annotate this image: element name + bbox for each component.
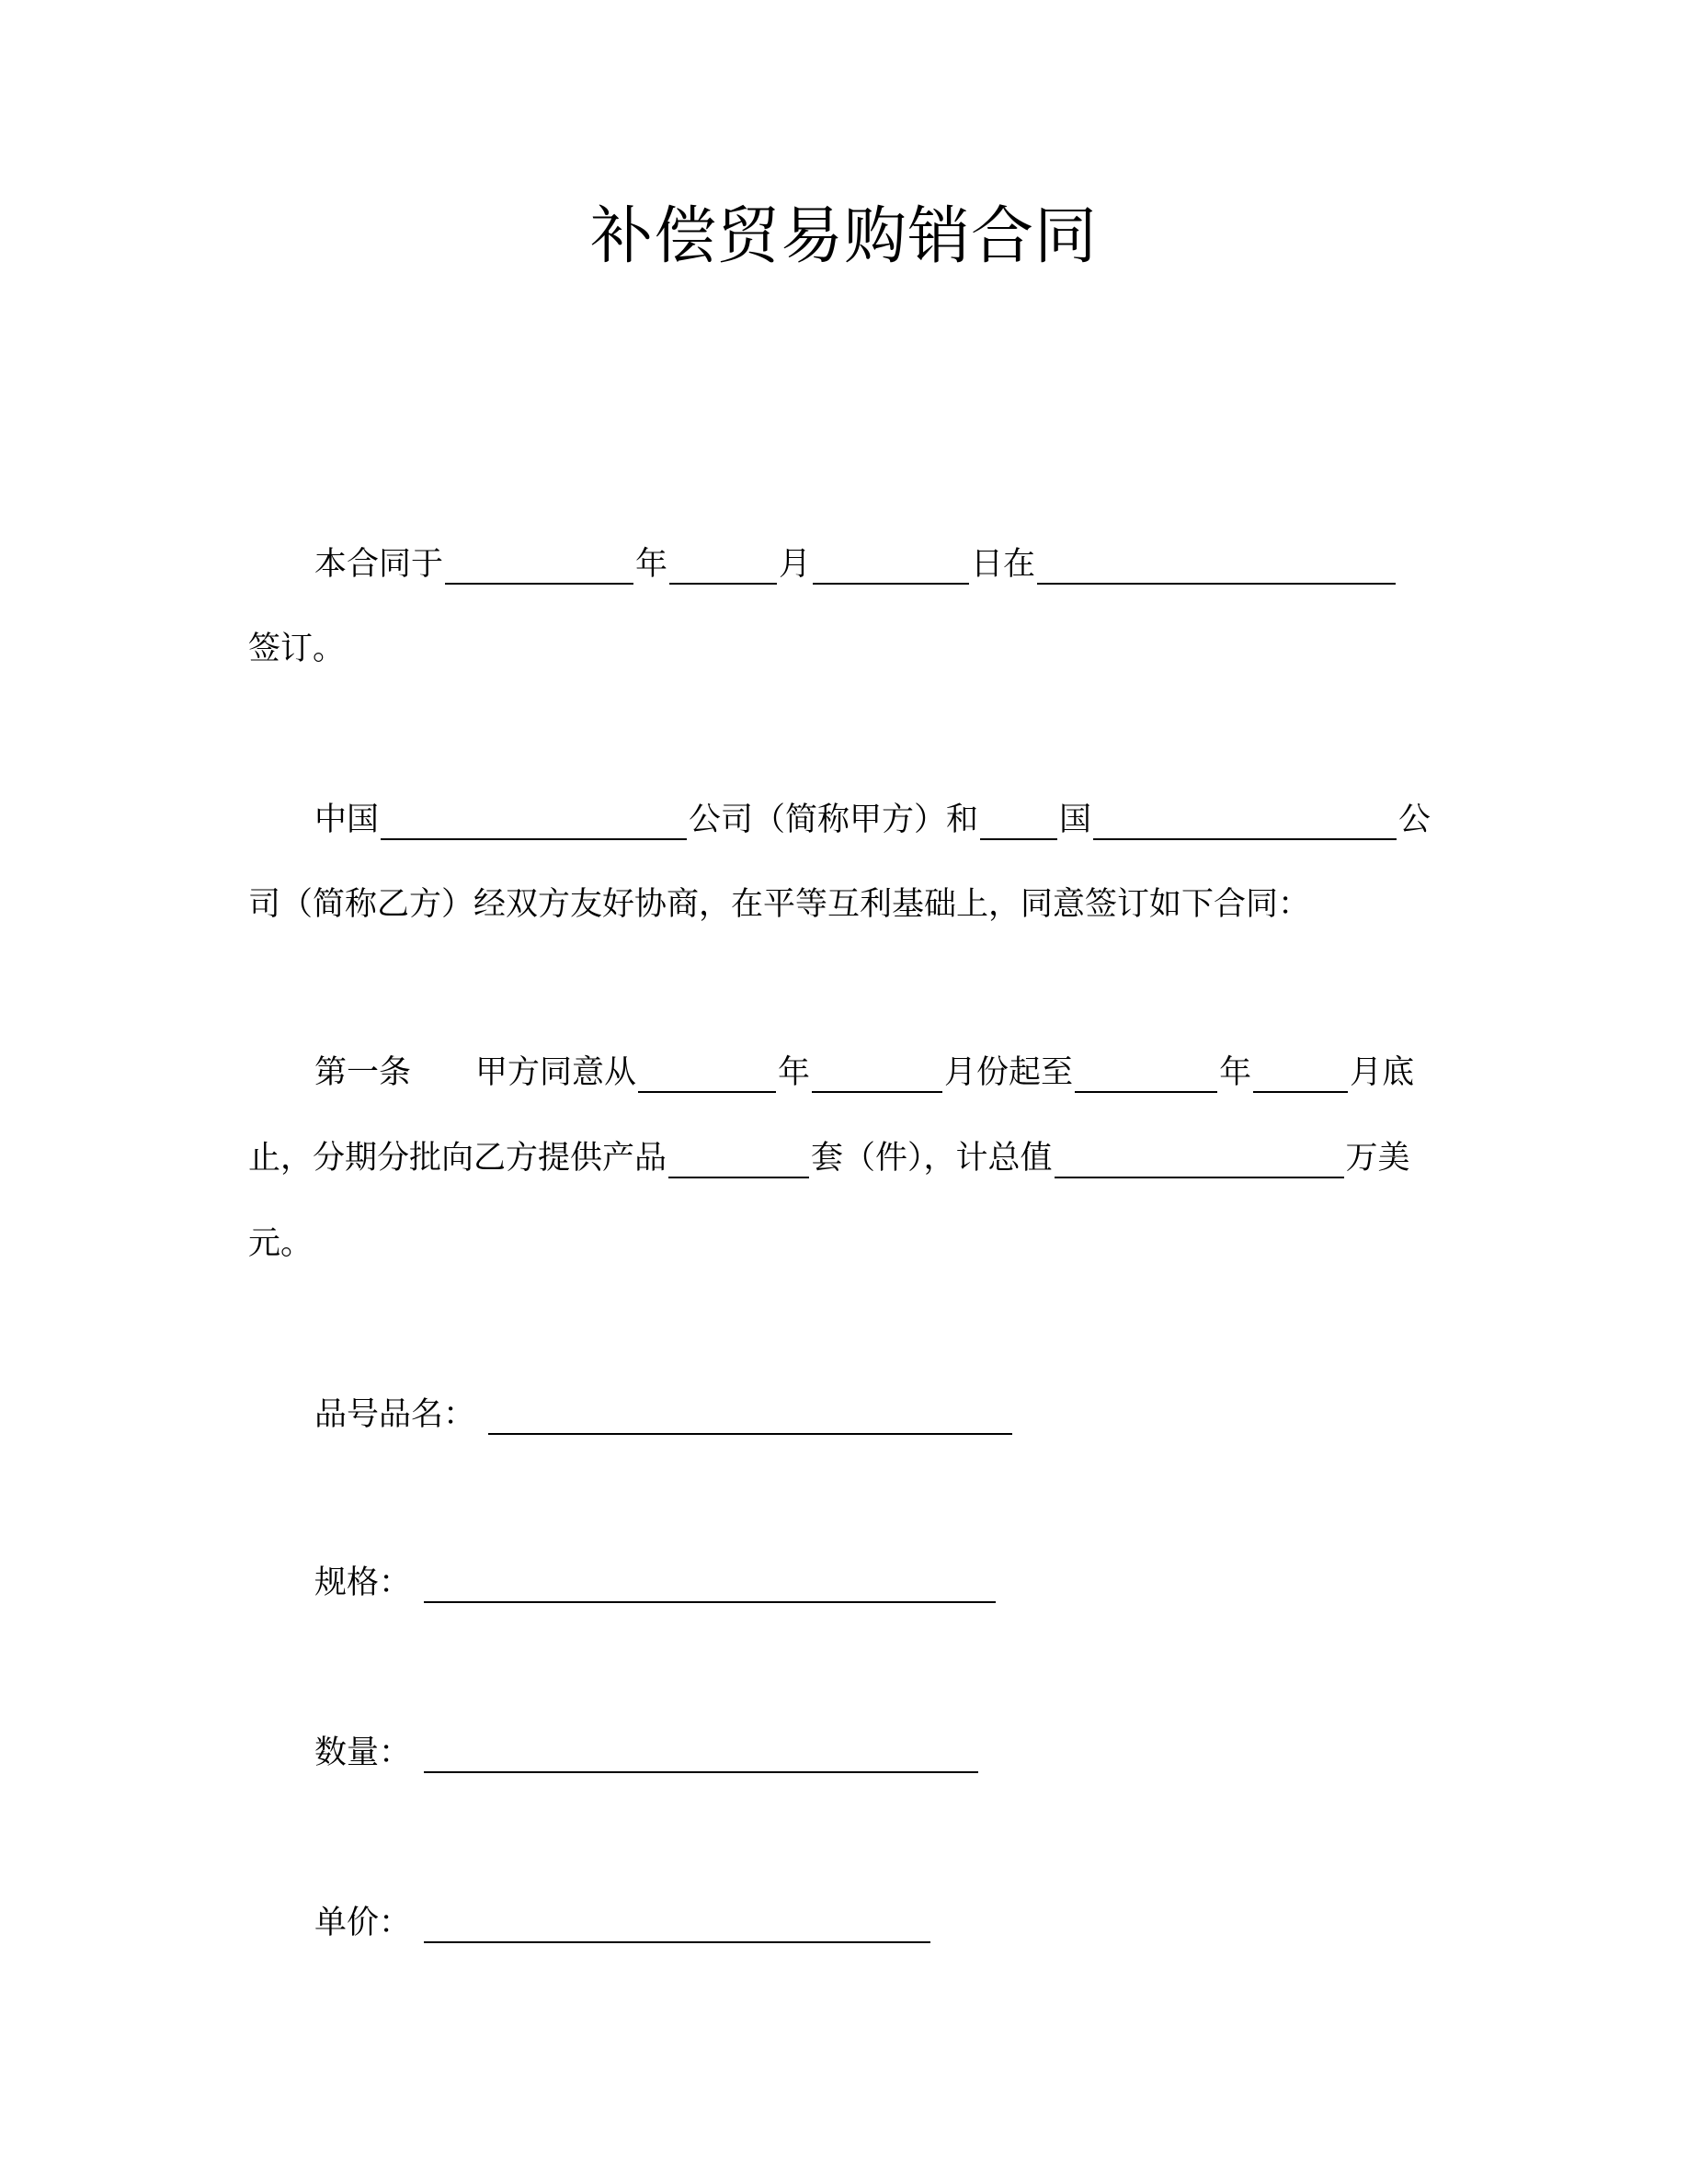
total-value-blank[interactable] — [1055, 1143, 1344, 1178]
parties-paragraph-line-1 — [314, 800, 1431, 840]
start-month-label: 月份起至 — [944, 1054, 1074, 1090]
parties-paragraph-line-2 — [248, 884, 1310, 925]
signing-location-blank[interactable] — [1037, 550, 1396, 585]
party-a-company-blank[interactable] — [381, 805, 687, 840]
signing-text-prefix: 本合同于 — [314, 546, 444, 582]
currency-label-start: 万美 — [1345, 1140, 1410, 1176]
end-year-blank[interactable] — [1075, 1058, 1217, 1093]
signing-day-blank[interactable] — [813, 550, 969, 585]
product-quantity-blank[interactable] — [668, 1143, 809, 1178]
party-a-label: 公司（简称甲方）和 — [689, 802, 979, 837]
signing-month-blank[interactable] — [669, 550, 777, 585]
field-quantity — [314, 1733, 980, 1773]
end-month-blank[interactable] — [1253, 1058, 1348, 1093]
year-label: 年 — [635, 546, 668, 582]
field-product-name — [314, 1394, 1014, 1435]
start-year-label: 年 — [778, 1054, 811, 1090]
month-label: 月 — [779, 546, 812, 582]
article-1-line-1 — [314, 1052, 1414, 1093]
sets-total-label: 套（件），计总值 — [811, 1140, 1053, 1176]
start-month-blank[interactable] — [812, 1058, 942, 1093]
specification-input[interactable] — [424, 1568, 996, 1603]
article-1-heading: 第一条 — [314, 1054, 412, 1090]
field-label: 数量： — [314, 1735, 412, 1770]
field-label: 品号品名： — [314, 1396, 476, 1432]
party-b-company-blank[interactable] — [1093, 805, 1397, 840]
product-name-input[interactable] — [488, 1400, 1012, 1435]
field-specification — [314, 1563, 998, 1603]
company-label-start: 公 — [1398, 802, 1431, 837]
article-1-line-2 — [248, 1138, 1410, 1178]
parties-agreement-text: 司（简称乙方）经双方友好协商，在平等互利基础上，同意签订如下合同： — [248, 886, 1311, 922]
article-1-start-label: 甲方同意从 — [475, 1054, 637, 1090]
currency-label-end: 元。 — [248, 1225, 314, 1261]
quantity-input[interactable] — [424, 1738, 978, 1773]
supply-products-label: 止，分期分批向乙方提供产品 — [248, 1140, 667, 1176]
end-month-label: 月底 — [1350, 1054, 1415, 1090]
signing-paragraph-line-1 — [314, 544, 1397, 585]
signing-paragraph-line-2 — [248, 629, 345, 669]
field-label: 规格： — [314, 1564, 412, 1600]
china-label: 中国 — [314, 802, 380, 837]
unit-price-input[interactable] — [424, 1908, 930, 1943]
signing-year-blank[interactable] — [445, 550, 633, 585]
end-year-label: 年 — [1219, 1054, 1252, 1090]
document-title: 补偿贸易购销合同 — [589, 200, 1098, 273]
field-label: 单价： — [314, 1905, 412, 1940]
signing-text-suffix: 签订。 — [248, 631, 346, 666]
country-label: 国 — [1059, 802, 1092, 837]
party-b-country-blank[interactable] — [980, 805, 1057, 840]
start-year-blank[interactable] — [638, 1058, 776, 1093]
field-unit-price — [314, 1903, 932, 1943]
day-location-label: 日在 — [971, 546, 1036, 582]
article-1-line-3 — [248, 1223, 313, 1264]
